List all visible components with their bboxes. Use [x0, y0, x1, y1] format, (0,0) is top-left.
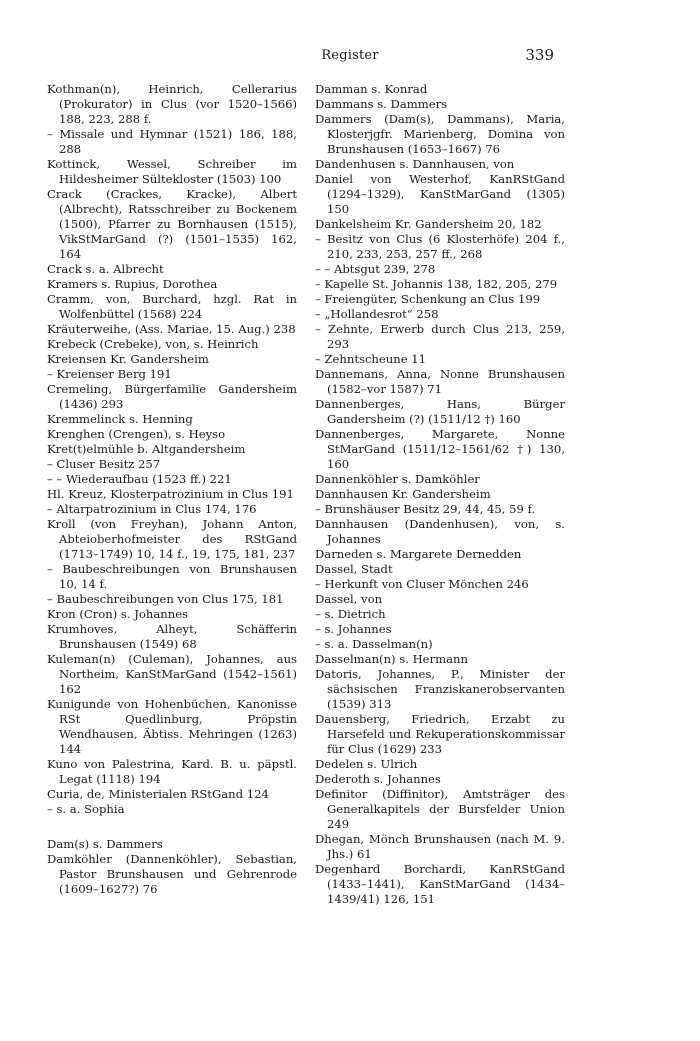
register-entry: Dankelsheim Kr. Gandersheim 20, 182	[315, 217, 542, 231]
register-entry: Dannhausen (Dandenhusen), von, s. Johannes	[315, 517, 565, 546]
register-entry: Dannhausen Kr. Gandersheim	[315, 487, 491, 501]
register-entry: Dammans s. Dammers	[315, 97, 448, 111]
register-entry: Kreiensen Kr. Gandersheim	[47, 352, 209, 366]
register-entry: Kron (Cron) s. Johannes	[47, 607, 188, 621]
register-entry: – Freiengüter, Schenkung an Clus 199	[315, 292, 541, 306]
register-entry: Cramm, von, Burchard, hzgl. Rat in Wolfenbüttel (1568) 224	[47, 292, 297, 321]
register-entry: Degenhard Borchardi, KanRStGand (1433–1441), KanStMarGand (1434–1439/41) 126, 151	[315, 862, 565, 906]
register-entry: Definitor (Diffinitor), Amtsträger des Generalkapitels der Bursfelder Union 249	[315, 787, 565, 831]
register-entry: Dederoth s. Johannes	[315, 772, 441, 786]
register-entry: Dannenberges, Margarete, Nonne StMarGand (1511/12–1561/62 †) 130, 160	[315, 427, 565, 471]
register-entry: Kremmelinck s. Henning	[47, 412, 193, 426]
register-entry: – s. a. Sophia	[47, 802, 125, 816]
register-entry: – Baubeschreibungen von Clus 175, 181	[47, 592, 284, 606]
register-entry: Kroll (von Freyhan), Johann Anton, Abteioberhofmeister des RStGand (1713–1749) 10, 14 f., 19, 175, 181, 237	[47, 517, 297, 561]
register-entry: Dannemans, Anna, Nonne Brunshausen (1582–vor 1587) 71	[315, 367, 565, 396]
page-number: 339	[525, 46, 554, 64]
register-entry: – Besitz von Clus (6 Klosterhöfe) 204 f., 210, 233, 253, 257 ff., 268	[315, 232, 565, 261]
register-entry: Dassel, Stadt	[315, 562, 393, 576]
register-entry: – Herkunft von Cluser Mönchen 246	[315, 577, 529, 591]
register-entry: – Zehntscheune 11	[315, 352, 426, 366]
register-entry: Kramers s. Rupius, Dorothea	[47, 277, 218, 291]
register-entry: – Baubeschreibungen von Brunshausen 10, 14 f.	[47, 562, 297, 591]
register-entry: Krumhoves, Alheyt, Schäfferin Brunshausen (1549) 68	[47, 622, 297, 651]
register-entry: Datoris, Johannes, P., Minister der sächsischen Franziskanerobservanten (1539) 313	[315, 667, 565, 711]
register-entry: Dasselman(n) s. Hermann	[315, 652, 468, 666]
register-entry: – s. a. Dasselman(n)	[315, 637, 433, 651]
register-entry: – – Abtsgut 239, 278	[315, 262, 436, 276]
register-entry: Damman s. Konrad	[315, 82, 428, 96]
page-header	[0, 48, 700, 70]
register-entry: Darneden s. Margarete Dernedden	[315, 547, 522, 561]
register-entry: – Kapelle St. Johannis 138, 182, 205, 279	[315, 277, 558, 291]
register-entry: – Missale und Hymnar (1521) 186, 188, 288	[47, 127, 297, 156]
register-entry: Dhegan, Mönch Brunshausen (nach M. 9. Jhs.) 61	[315, 832, 565, 861]
register-entry: Dam(s) s. Dammers	[47, 837, 163, 851]
register-entry: Kret(t)elmühle b. Altgandersheim	[47, 442, 246, 456]
register-entry: Dassel, von	[315, 592, 383, 606]
register-entry: Curia, de, Ministerialen RStGand 124	[47, 787, 269, 801]
register-entry: – Kreienser Berg 191	[47, 367, 172, 381]
register-entry: Kräuterweihe, (Ass. Mariae, 15. Aug.) 238	[47, 322, 296, 336]
register-entry: Crack (Crackes, Kracke), Albert (Albrecht), Ratsschreiber zu Bockenem (1500), Pfarrer zu Bornhausen (1515), VikStMarGand (?) (1501–1535) 162, 164	[47, 187, 297, 261]
register-entry: – „Hollandesrot“ 258	[315, 307, 439, 321]
register-entry: – – Wiederaufbau (1523 ff.) 221	[47, 472, 232, 486]
register-entry: – s. Dietrich	[315, 607, 386, 621]
register-entry: Hl. Kreuz, Klosterpatrozinium in Clus 191	[47, 487, 294, 501]
register-entry: Krebeck (Crebeke), von, s. Heinrich	[47, 337, 259, 351]
register-entry: Kuno von Palestrina, Kard. B. u. päpstl. Legat (1118) 194	[47, 757, 297, 786]
register-entry: – s. Johannes	[315, 622, 392, 636]
register-entry: Dandenhusen s. Dannhausen, von	[315, 157, 515, 171]
register-entry: – Zehnte, Erwerb durch Clus 213, 259, 293	[315, 322, 565, 351]
register-entry: Kuleman(n) (Culeman), Johannes, aus Northeim, KanStMarGand (1542–1561) 162	[47, 652, 297, 696]
register-column-left	[47, 82, 297, 897]
register-entry: Cremeling, Bürgerfamilie Gandersheim (1436) 293	[47, 382, 297, 411]
section-gap	[47, 817, 297, 837]
register-entry: Kunigunde von Hohenbüchen, Kanonisse RSt Quedlinburg, Pröpstin Wendhausen, Äbtiss. Mehringen (1263) 144	[47, 697, 297, 756]
register-entry: Damköhler (Dannenköhler), Sebastian, Pastor Brunshausen und Gehrenrode (1609–1627?) 76	[47, 852, 297, 896]
register-entry: Crack s. a. Albrecht	[47, 262, 164, 276]
register-entry: Kottinck, Wessel, Schreiber im Hildesheimer Sültekloster (1503) 100	[47, 157, 297, 186]
register-entry: – Altarpatrozinium in Clus 174, 176	[47, 502, 257, 516]
register-entry: Dedelen s. Ulrich	[315, 757, 418, 771]
register-entry: Kothman(n), Heinrich, Cellerarius (Prokurator) in Clus (vor 1520–1566) 188, 223, 288 f.	[47, 82, 297, 126]
register-entry: Daniel von Westerhof, KanRStGand (1294–1329), KanStMarGand (1305) 150	[315, 172, 565, 216]
register-column-right	[315, 82, 565, 907]
register-entry: – Brunshäuser Besitz 29, 44, 45, 59 f.	[315, 502, 536, 516]
register-entry: Dammers (Dam(s), Dammans), Maria, Klosterjgfr. Marienberg, Domina von Brunshausen (1653–1667) 76	[315, 112, 565, 156]
register-entry: Dauensberg, Friedrich, Erzabt zu Harsefeld und Rekuperationskommissar für Clus (1629) 233	[315, 712, 565, 756]
register-entry: – Cluser Besitz 257	[47, 457, 161, 471]
register-entry: Dannenköhler s. Damköhler	[315, 472, 480, 486]
register-entry: Dannenberges, Hans, Bürger Gandersheim (?) (1511/12 †) 160	[315, 397, 565, 426]
register-entry: Krenghen (Crengen), s. Heyso	[47, 427, 226, 441]
running-head: Register	[321, 48, 379, 63]
